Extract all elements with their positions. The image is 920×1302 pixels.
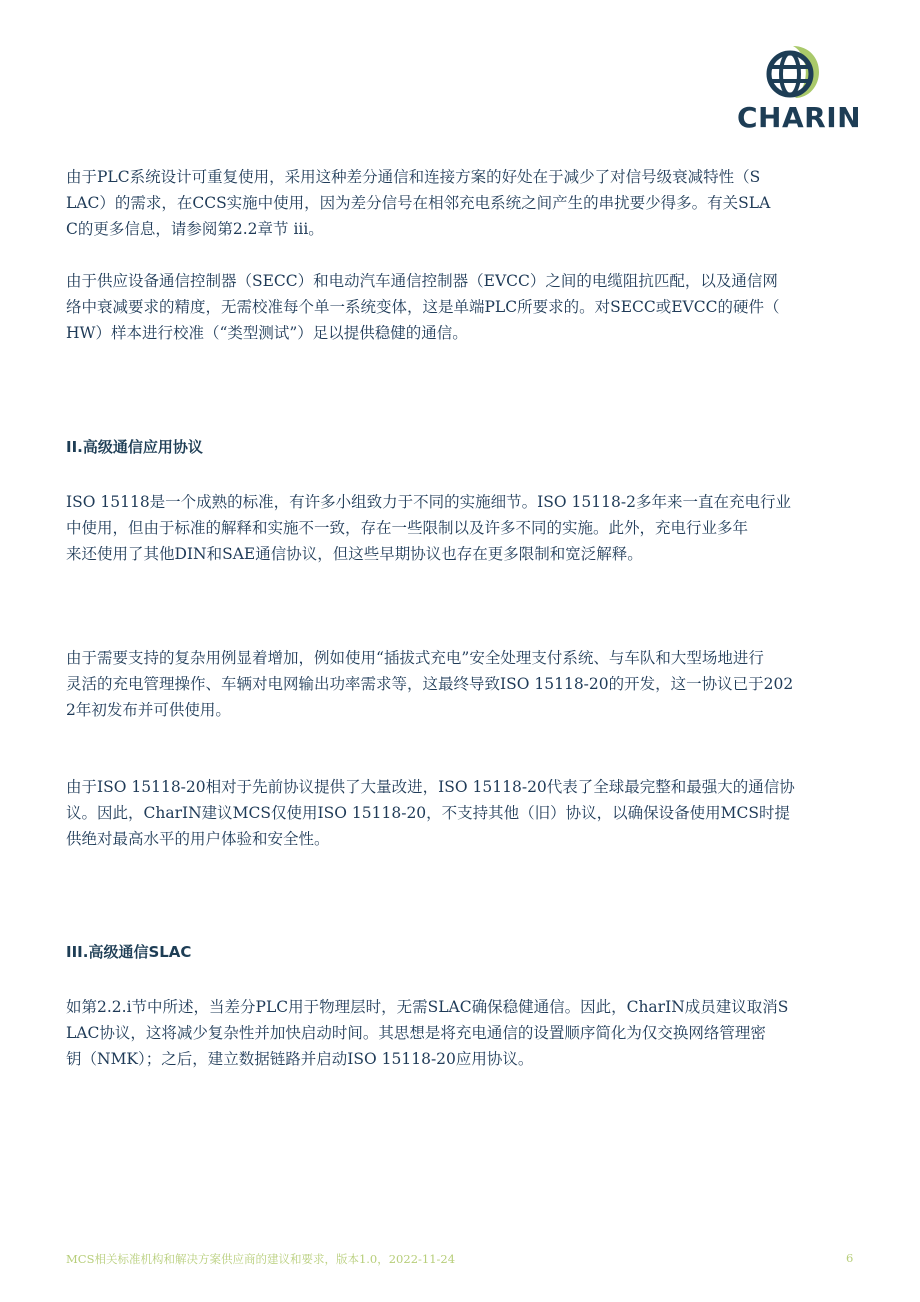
paragraph-iso15118-20: 由于ISO 15118-20相对于先前协议提供了大量改进，ISO 15118-20代表了全球最完整和最强大的通信协 议。因此，CharIN建议MCS仅使用ISO 15118-20，不支持其他（旧）协议，以确保设备使用MCS时提 供绝对最高水平的用户体验和安全性。 <box>66 778 795 848</box>
footer-text: MCS相关标准机构和解决方案供应商的建议和要求，版本1.0，2022-11-24 <box>66 1252 456 1266</box>
paragraph-impedance-matching: 由于供应设备通信控制器（SECC）和电动汽车通信控制器（EVCC）之间的电缆阻抗匹配，以及通信网 络中衰减要求的精度，无需校准每个单一系统变体，这是单端PLC所要求的。对SECC或EVCC的硬件（ HW）样本进行校准（“类型测试”）足以提供稳健的通信。 <box>66 272 780 342</box>
section-heading-iii: III.高级通信SLAC <box>66 943 192 961</box>
charin-logo <box>737 44 862 134</box>
page-number: 6 <box>846 1251 854 1265</box>
paragraph-use-cases: 由于需要支持的复杂用例显着增加，例如使用“插拔式充电”安全处理支付系统、与车队和大型场地进行 灵活的充电管理操作、车辆对电网输出功率需求等，这最终导致ISO 15118-20的开发，这一协议已于202 2年初发布并可供使用。 <box>66 649 794 719</box>
globe-icon <box>765 44 821 100</box>
paragraph-plc-reuse: 由于PLC系统设计可重复使用，采用这种差分通信和连接方案的好处在于减少了对信号级衰减特性（S LAC）的需求，在CCS实施中使用，因为差分信号在相邻充电系统之间产生的串扰要少得多。有关SLA C的更多信息，请参阅第2.2章节 iii。 <box>66 168 771 238</box>
section-heading-ii: II.高级通信应用协议 <box>66 438 203 456</box>
paragraph-iso15118: ISO 15118是一个成熟的标准，有许多小组致力于不同的实施细节。ISO 15118-2多年来一直在充电行业 中使用，但由于标准的解释和实施不一致，存在一些限制以及许多不同的实施。此外，充电行业多年 来还使用了其他DIN和SAE通信协议，但这些早期协议也存在更多限制和宽泛解释。 <box>66 493 791 563</box>
logo-text: CHARIN <box>737 101 862 134</box>
paragraph-slac: 如第2.2.i节中所述，当差分PLC用于物理层时，无需SLAC确保稳健通信。因此，CharIN成员建议取消S LAC协议，这将减少复杂性并加快启动时间。其思想是将充电通信的设置顺序简化为仅交换网络管理密 钥（NMK）；之后，建立数据链路并启动ISO 15118-20应用协议。 <box>66 998 789 1068</box>
